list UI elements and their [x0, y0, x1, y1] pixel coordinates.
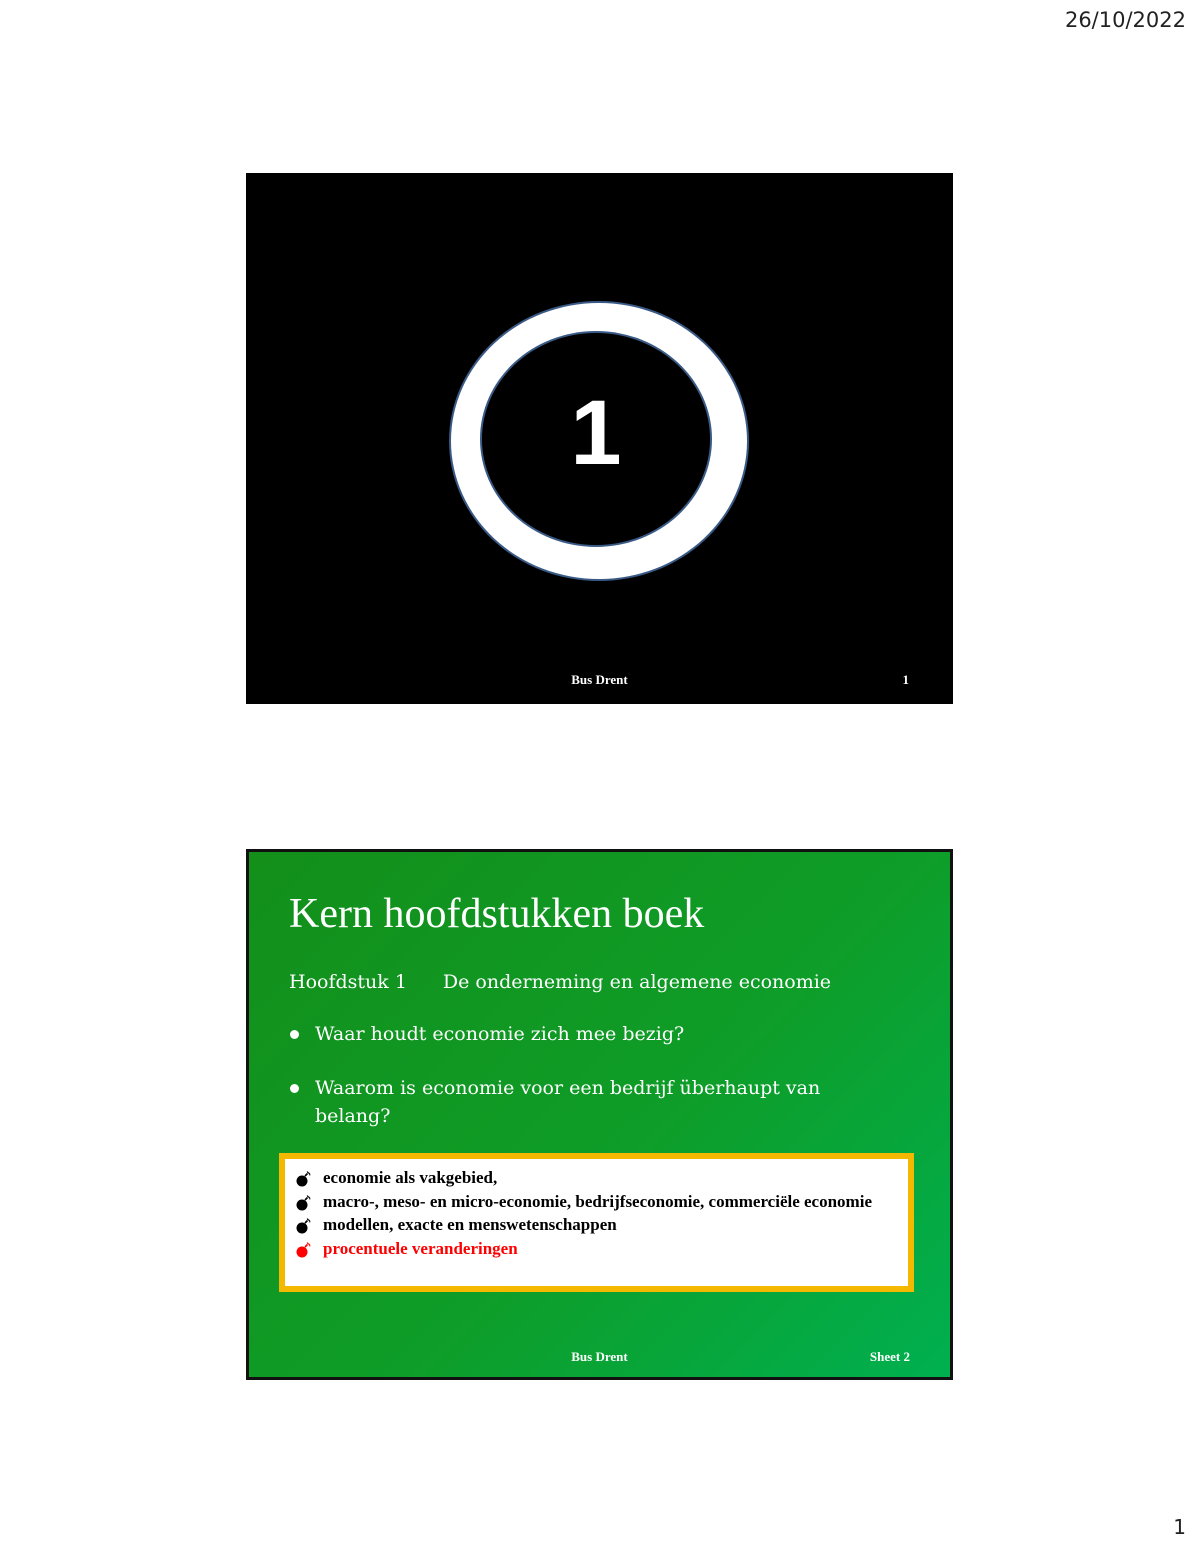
countdown-ring [451, 303, 747, 579]
bomb-icon [295, 1218, 313, 1234]
topic-text: economie als vakgebied, [323, 1168, 498, 1187]
slide-2-subtitle [289, 971, 831, 993]
slide-2-title: Kern hoofdstukken boek [289, 891, 705, 937]
bullet-dot-icon [290, 1084, 299, 1093]
topic-item [293, 1166, 908, 1190]
bullet-item [289, 1020, 889, 1048]
topic-item [293, 1213, 908, 1237]
bullet-text: Waarom is economie voor een bedrijf überhaupt van belang? [315, 1077, 821, 1127]
subtitle-chapter: Hoofdstuk 1 [289, 971, 407, 993]
topic-text: macro-, meso- en micro-economie, bedrijfseconomie, commerciële economie [323, 1191, 872, 1211]
countdown-number: 1 [570, 382, 622, 484]
subtitle-text: De onderneming en algemene economie [442, 971, 832, 993]
bullet-dot-icon [290, 1030, 299, 1039]
topics-box [279, 1153, 914, 1292]
topic-item-highlighted [293, 1237, 908, 1261]
bullet-item [289, 1074, 889, 1130]
bullet-text: Waar houdt economie zich mee bezig? [315, 1023, 685, 1045]
page-number: 1 [1173, 1515, 1186, 1539]
bomb-icon [295, 1171, 313, 1187]
slide-1-footer-author: Bus Drent [571, 672, 628, 687]
countdown-ring-center [482, 333, 710, 545]
slide-2-footer-author: Bus Drent [571, 1349, 628, 1364]
topic-text: procentuele veranderingen [323, 1238, 518, 1258]
topic-item [293, 1190, 908, 1214]
slide-1 [246, 173, 953, 704]
topic-text: modellen, exacte en menswetenschappen [323, 1215, 617, 1234]
slide-2-footer-sheet: Sheet 2 [869, 1349, 910, 1364]
slide-2-bullet-list [289, 1020, 889, 1156]
slide-1-footer-number: 1 [902, 672, 909, 687]
topics-list [293, 1166, 908, 1260]
slide-2 [246, 849, 953, 1380]
bomb-icon [295, 1242, 313, 1258]
page-date: 26/10/2022 [1064, 8, 1186, 32]
bomb-icon [295, 1195, 313, 1211]
